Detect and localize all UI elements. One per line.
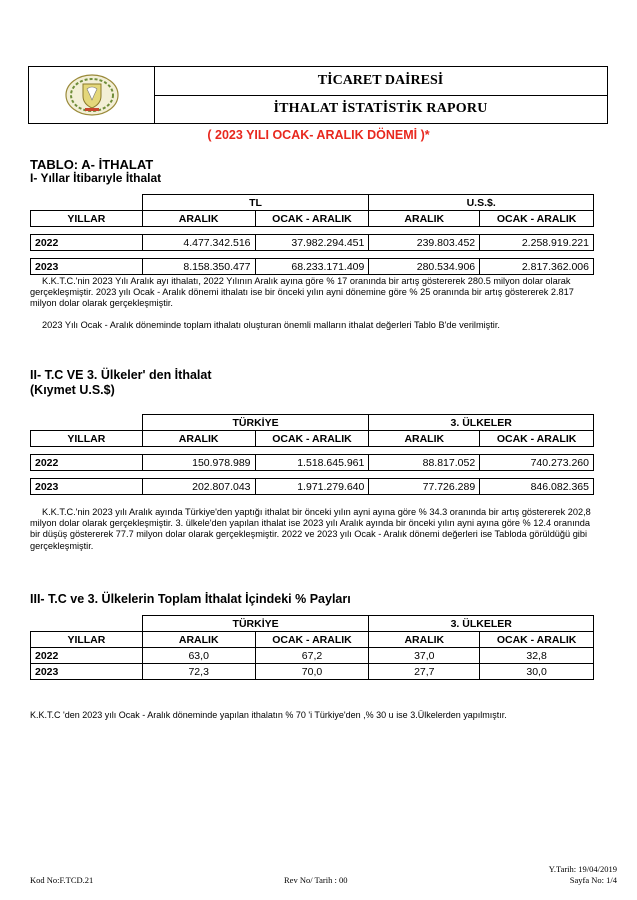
table-c-title: III- T.C ve 3. Ülkelerin Toplam İthalat İçindeki % Payları xyxy=(30,592,351,606)
cell-value: 202.807.043 xyxy=(142,479,255,495)
cell-value: 67,2 xyxy=(255,648,369,664)
cell-value: 4.477.342.516 xyxy=(142,235,255,251)
col-header-aralik: ARALIK xyxy=(142,431,255,447)
col-header-ocak-aralik: OCAK - ARALIK xyxy=(255,211,369,227)
row-year: 2023 xyxy=(31,664,143,680)
cell-value: 1.518.645.961 xyxy=(255,455,369,471)
group-header-usd: U.S.$. xyxy=(369,195,594,211)
col-header-years: YILLAR xyxy=(31,211,143,227)
footer-page-number: Sayfa No: 1/4 xyxy=(569,875,617,885)
col-header-aralik: ARALIK xyxy=(369,431,480,447)
col-header-ocak-aralik: OCAK - ARALIK xyxy=(480,632,594,648)
section-a-paragraph-1: K.K.T.C.'nin 2023 Yılı Aralık ayı ithalatı, 2022 Yılının Aralık ayına göre % 17 oranında bir artış göstererek 280.5 milyon dolar olarak gerçekleşmiştir. 2023 yılı Ocak - Aralık dönemi ithalatı ise bir önceki yılın ayni dönemine göre % 25 oranında bir artış göstererek 2.817 milyon dolar olarak gerçekleşmiştir. xyxy=(30,276,574,309)
cell-value: 63,0 xyxy=(142,648,255,664)
footer-revision: Rev No/ Tarih : 00 xyxy=(284,875,348,885)
import-by-year-table xyxy=(30,194,594,275)
cell-value: 77.726.289 xyxy=(369,479,480,495)
table-row xyxy=(31,648,594,664)
footer-code: Kod No:F.TCD.21 xyxy=(30,875,94,885)
table-b-subtitle: (Kıymet U.S.$) xyxy=(30,383,115,397)
cell-value: 72,3 xyxy=(142,664,255,680)
col-header-aralik: ARALIK xyxy=(142,632,255,648)
cell-value: 239.803.452 xyxy=(369,235,480,251)
table-a-subtitle: I- Yıllar İtibarıyle İthalat xyxy=(30,171,162,185)
col-header-years: YILLAR xyxy=(31,431,143,447)
coat-of-arms-logo xyxy=(64,73,120,117)
row-year: 2023 xyxy=(31,259,143,275)
group-header-turkiye: TÜRKİYE xyxy=(142,616,369,632)
cell-value: 70,0 xyxy=(255,664,369,680)
report-title: İTHALAT İSTATİSTİK RAPORU xyxy=(273,101,488,116)
cell-value: 27,7 xyxy=(369,664,480,680)
col-header-ocak-aralik: OCAK - ARALIK xyxy=(255,431,369,447)
section-c-paragraph: K.K.T.C 'den 2023 yılı Ocak - Aralık döneminde yapılan ithalatın % 70 'i Türkiye'den ,% 30 u ise 3.Ülkelerden yapılmıştır. xyxy=(30,710,507,720)
group-header-third-countries: 3. ÜLKELER xyxy=(369,616,594,632)
table-a-title: TABLO: A- İTHALAT xyxy=(30,157,154,172)
table-row xyxy=(31,235,594,251)
cell-value: 2.817.362.006 xyxy=(480,259,594,275)
cell-value: 68.233.171.409 xyxy=(255,259,369,275)
col-header-years: YILLAR xyxy=(31,632,143,648)
cell-value: 32,8 xyxy=(480,648,594,664)
cell-value: 1.971.279.640 xyxy=(255,479,369,495)
cell-value: 88.817.052 xyxy=(369,455,480,471)
row-year: 2023 xyxy=(31,479,143,495)
col-header-aralik: ARALIK xyxy=(142,211,255,227)
col-header-aralik: ARALIK xyxy=(369,632,480,648)
report-period: ( 2023 YILI OCAK- ARALIK DÖNEMİ )* xyxy=(207,128,430,142)
import-share-table xyxy=(30,615,594,680)
cell-value: 150.978.989 xyxy=(142,455,255,471)
cell-value: 8.158.350.477 xyxy=(142,259,255,275)
table-row xyxy=(31,479,594,495)
col-header-ocak-aralik: OCAK - ARALIK xyxy=(480,431,594,447)
table-b-title: II- T.C VE 3. Ülkeler' den İthalat xyxy=(30,368,212,382)
cell-value: 37,0 xyxy=(369,648,480,664)
cell-value: 37.982.294.451 xyxy=(255,235,369,251)
group-header-tl: TL xyxy=(142,195,369,211)
logo-cell xyxy=(29,67,155,123)
section-a-paragraph-2: 2023 Yılı Ocak - Aralık döneminde toplam ithalatı oluşturan önemli malların ithalat değerleri Tablo B'de verilmiştir. xyxy=(42,320,500,330)
col-header-ocak-aralik: OCAK - ARALIK xyxy=(480,211,594,227)
table-row xyxy=(31,455,594,471)
row-year: 2022 xyxy=(31,455,143,471)
footer-date: Y.Tarih: 19/04/2019 xyxy=(548,864,617,874)
row-year: 2022 xyxy=(31,235,143,251)
col-header-aralik: ARALIK xyxy=(369,211,480,227)
row-year: 2022 xyxy=(31,648,143,664)
cell-value: 280.534.906 xyxy=(369,259,480,275)
cell-value: 846.082.365 xyxy=(480,479,594,495)
group-header-turkiye: TÜRKİYE xyxy=(142,415,369,431)
col-header-ocak-aralik: OCAK - ARALIK xyxy=(255,632,369,648)
cell-value: 740.273.260 xyxy=(480,455,594,471)
group-header-third-countries: 3. ÜLKELER xyxy=(369,415,594,431)
cell-value: 2.258.919.221 xyxy=(480,235,594,251)
section-b-paragraph: K.K.T.C.'nin 2023 yılı Aralık ayında Türkiye'den yaptığı ithalat bir önceki yılın ayni ayına göre % 34.3 oranında bir artış göstererek 202,8 milyon dolar olarak gerçekleşmiştir. 3. ülkele'den yapılan ithalat ise 2023 yılı Aralık ayında bir önceki yılın ayni ayına göre % 12.4 oranında bir düşüş göstererek 77.7 milyon dolar olarak gerçekleşmiştir. 2022 ve 2023 yılı Ocak - Aralık dönemi değerleri ise Tabloda görüldüğü gibi gerçekleşmiştir. xyxy=(30,507,591,551)
import-by-country-table xyxy=(30,414,594,495)
table-row xyxy=(31,259,594,275)
table-row xyxy=(31,664,594,680)
cell-value: 30,0 xyxy=(480,664,594,680)
report-header xyxy=(28,66,608,124)
department-title: TİCARET DAİRESİ xyxy=(154,67,607,96)
